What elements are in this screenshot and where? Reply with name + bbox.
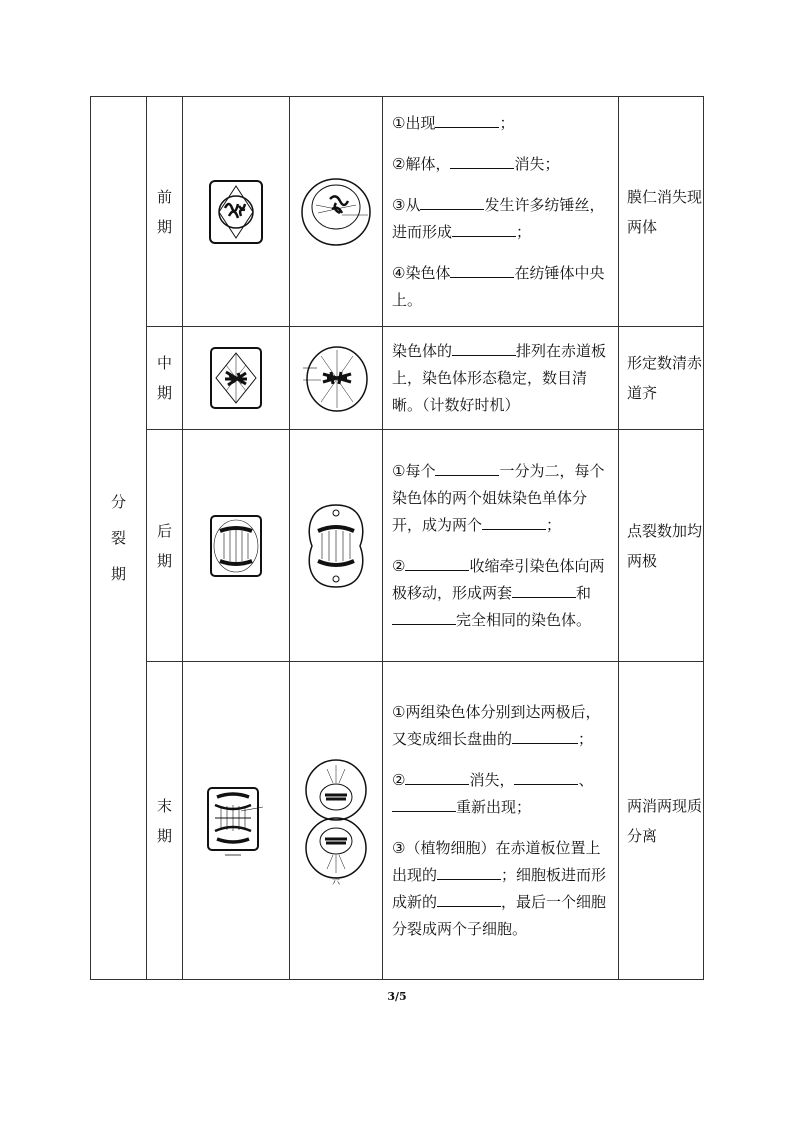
- stage-char-2: 裂: [110, 529, 126, 547]
- telophase-plant-cell-figure: [183, 662, 290, 980]
- telophase-description: ①两组染色体分别到达两极后，又变成细长盘曲的 ； ② 消失， 、重新出现； ③（植物细胞）在赤道板位置上出现的 ；细胞板进而形成新的 ，最后一个细胞分裂成两个子细胞。: [383, 662, 619, 980]
- telophase-figure-caption: 六: [332, 876, 340, 885]
- prophase-description: ①出现 ； ②解体， 消失； ③从 发生许多纺锤丝，进而形成 ； ④染色体 在纺锤体中央上。: [383, 97, 619, 327]
- phase-name-telophase: [147, 662, 183, 980]
- anaphase-plant-cell-figure: [183, 430, 290, 662]
- anaphase-animal-cell-figure: [290, 430, 383, 662]
- telophase-animal-cell-figure: [290, 662, 383, 980]
- blank-2[interactable]: [450, 152, 514, 169]
- blank-11[interactable]: [392, 608, 456, 625]
- anaphase-mnemonic: 点裂数加均两极: [619, 430, 704, 662]
- blank-17[interactable]: [437, 890, 501, 907]
- prophase-plant-cell-figure: [183, 97, 290, 327]
- metaphase-description: 染色体的 排列在赤道板上，染色体形态稳定，数目清晰。（计数好时机）: [383, 327, 619, 430]
- division-stage-label: [91, 97, 147, 980]
- row-metaphase: [91, 327, 704, 430]
- blank-3[interactable]: [420, 193, 484, 210]
- blank-12[interactable]: [512, 727, 578, 744]
- blank-7[interactable]: [435, 459, 499, 476]
- phase-name-text: 前期: [157, 187, 173, 236]
- blank-9[interactable]: [405, 554, 469, 571]
- plant-cell-anaphase-image: [208, 513, 264, 579]
- blank-10[interactable]: [512, 581, 576, 598]
- metaphase-mnemonic: 形定数清赤道齐: [619, 327, 704, 430]
- phase-name-prophase: [147, 97, 183, 327]
- phase-name-anaphase: [147, 430, 183, 662]
- phase-name-text: 末期: [157, 796, 173, 845]
- blank-6[interactable]: [452, 339, 516, 356]
- metaphase-plant-cell-figure: [183, 327, 290, 430]
- stage-char-3: 期: [110, 565, 126, 583]
- page-number: 3/5: [387, 990, 407, 1003]
- anaphase-description: ①每个 一分为二，每个染色体的两个姐妹染色单体分开，成为两个 ； ② 收缩牵引染色体向两极移动，形成两套 和完全相同的染色体。: [383, 430, 619, 662]
- blank-14[interactable]: [514, 768, 578, 785]
- animal-cell-anaphase-image: [304, 501, 368, 591]
- animal-cell-telophase-image: [301, 757, 371, 885]
- stage-char-1: 分: [110, 493, 126, 511]
- metaphase-animal-cell-figure: [290, 327, 383, 430]
- telophase-mnemonic: 两消两现质分离: [619, 662, 704, 980]
- blank-4[interactable]: [452, 220, 516, 237]
- blank-15[interactable]: [392, 795, 456, 812]
- animal-cell-metaphase-image: [301, 342, 371, 414]
- animal-cell-prophase-image: [296, 175, 376, 249]
- plant-cell-prophase-image: [207, 178, 265, 246]
- row-prophase: [91, 97, 704, 327]
- prophase-mnemonic: 膜仁消失现两体: [619, 97, 704, 327]
- row-anaphase: [91, 430, 704, 662]
- phase-name-text: 中期: [157, 354, 173, 402]
- plant-cell-metaphase-image: [208, 345, 264, 411]
- phase-name-text: 后期: [157, 521, 173, 570]
- blank-13[interactable]: [405, 768, 469, 785]
- blank-1[interactable]: [435, 111, 499, 128]
- phase-name-metaphase: [147, 327, 183, 430]
- row-telophase: [91, 662, 704, 980]
- prophase-animal-cell-figure: [290, 97, 383, 327]
- blank-8[interactable]: [482, 513, 546, 530]
- mitosis-table: [90, 96, 704, 980]
- blank-5[interactable]: [450, 261, 514, 278]
- plant-cell-telophase-image: [205, 785, 267, 857]
- blank-16[interactable]: [437, 863, 501, 880]
